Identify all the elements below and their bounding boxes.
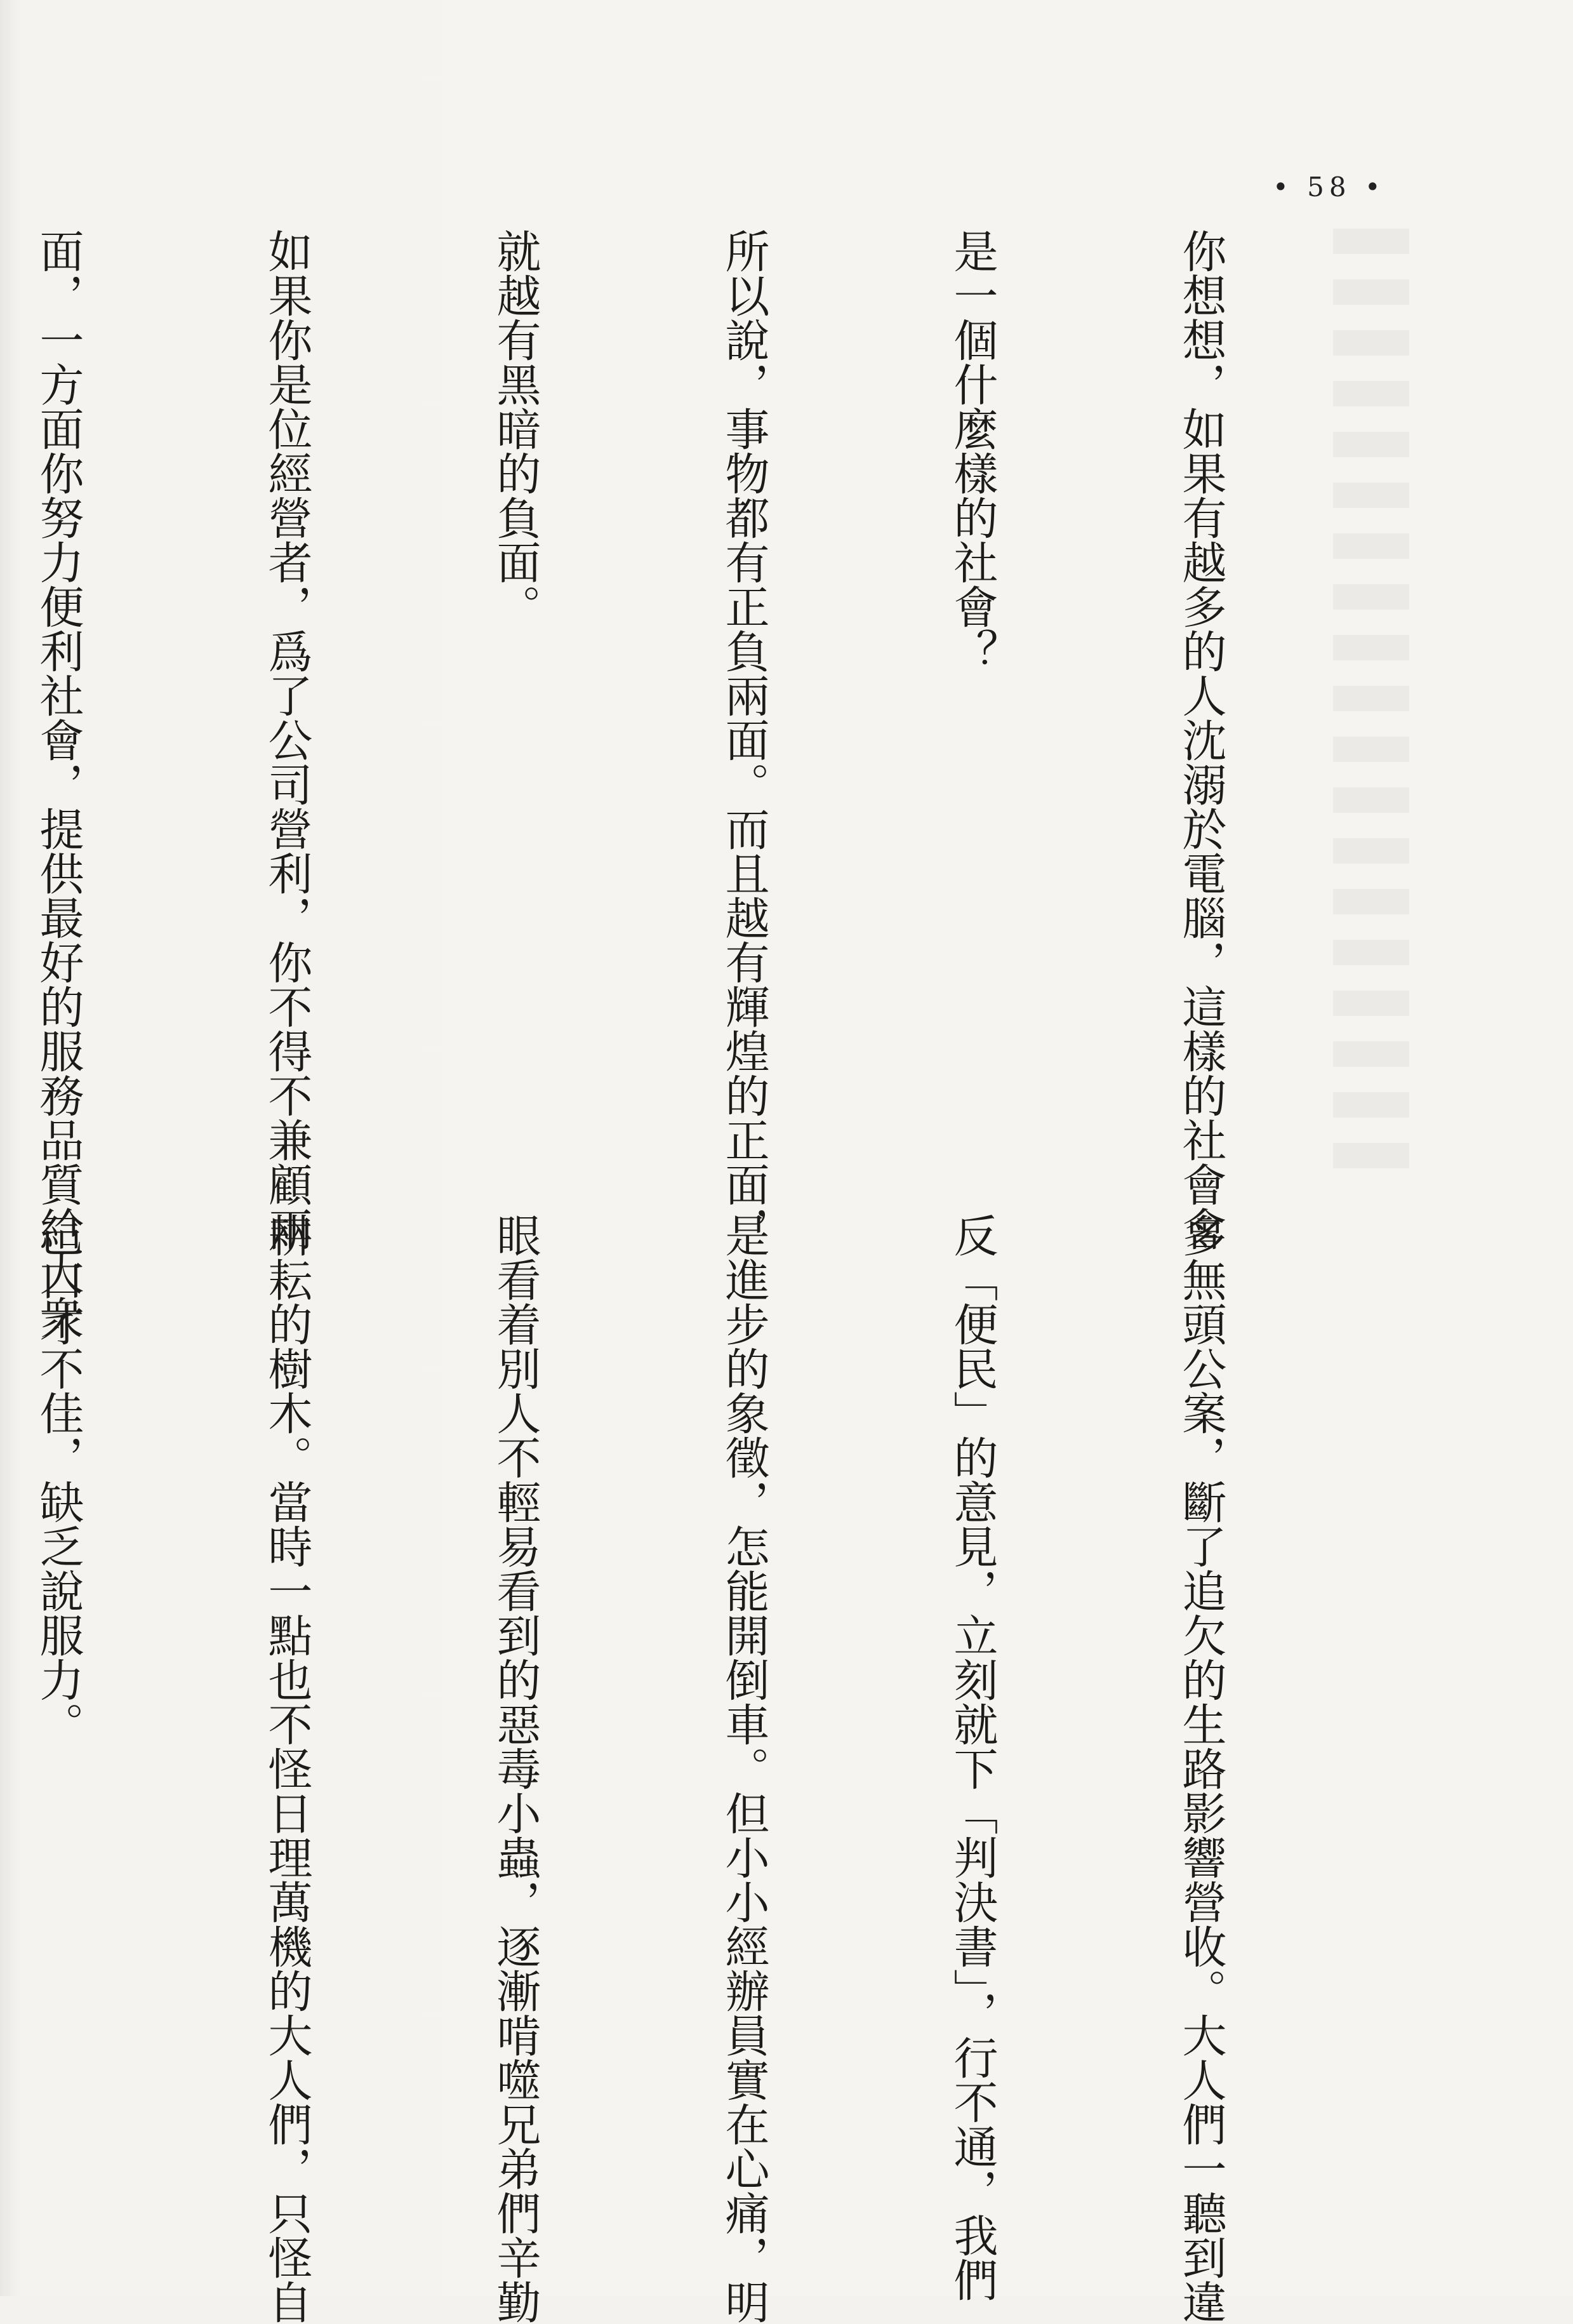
text-line: 反「便民」的意見，立刻就下「判決書」，行不通，我們	[946, 1213, 999, 2302]
text-line: 面，一方面你努力便利社會，提供最好的服務品質給大衆	[32, 229, 84, 1340]
text-line: 如果你是位經營者，爲了公司營利，你不得不兼顧兩	[261, 229, 313, 1251]
text-block-top	[32, 229, 1391, 1340]
text-line: 就越有黑暗的負面。	[489, 229, 541, 629]
text-line: 是進步的象徵，怎能開倒車。但小小經辦員實在心痛，明	[718, 1213, 770, 2324]
text-line: 是一個什麼樣的社會？	[946, 229, 999, 673]
text-line: 眼看着別人不輕易看到的惡毒小蟲，逐漸啃噬兄弟們辛勤	[489, 1213, 541, 2324]
text-line: 己口才不佳，缺乏說服力。	[32, 1213, 84, 1746]
text-line: 耕耘的樹木。當時一點也不怪日理萬機的大人們，只怪自	[261, 1213, 313, 2324]
page-number: • 58 •	[1273, 171, 1386, 203]
text-block-bottom	[32, 1213, 1391, 2324]
text-line: 所以說，事物都有正負兩面。而且越有輝煌的正面，	[718, 229, 770, 1251]
text-line: 多無頭公案，斷了追欠的生路影響營收。大人們一聽到違	[1175, 1213, 1227, 2324]
text-line: 你想想，如果有越多的人沈溺於電腦，這樣的社會會	[1175, 229, 1227, 1251]
